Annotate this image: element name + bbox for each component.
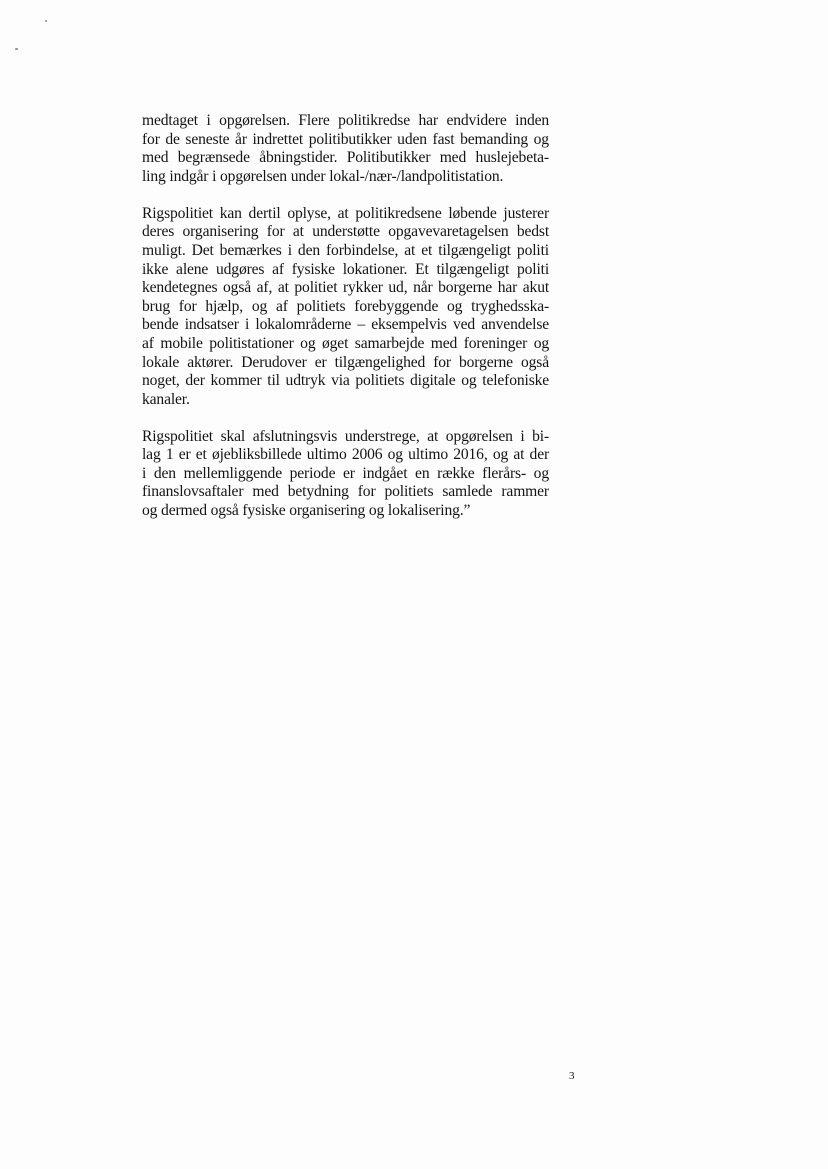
text-line: ikke alene udgøres af fysiske lokationer. Et tilgængeligt politi [142, 260, 550, 278]
text-line: Rigspolitiet skal afslutningsvis understrege, at opgørelsen i bi- [142, 427, 549, 445]
text-line: finanslovsaftaler med betydning for politiets samlede rammer [142, 483, 549, 501]
text-line: muligt. Det bemærkes i den forbindelse, at et tilgængeligt politi [142, 241, 549, 259]
paragraph-2 [142, 205, 549, 410]
text-line: af mobile politistationer og øget samarbejde med foreninger og [142, 334, 549, 352]
text-line: for de seneste år indrettet politibutikker uden fast bemanding og [142, 130, 549, 148]
text-line: lag 1 er et øjebliksbillede ultimo 2006 og ultimo 2016, og at der [142, 446, 550, 464]
paragraph-1 [142, 112, 549, 186]
text-line: Rigspolitiet kan dertil oplyse, at politikredsene løbende justerer [142, 204, 549, 222]
text-line: noget, der kommer til udtryk via politiets digitale og telefoniske [142, 372, 550, 390]
text-line: lokale aktører. Derudover er tilgængelighed for borgerne også [142, 353, 549, 371]
scan-speck [45, 20, 47, 22]
scan-speck [15, 48, 18, 50]
text-line: med begrænsede åbningstider. Politibutikker med huslejebeta- [142, 149, 549, 167]
text-line: bende indsatser i lokalområderne – eksempelvis ved anvendelse [142, 316, 550, 334]
text-line: kendetegnes også af, at politiet rykker ud, når borgerne har akut [142, 279, 550, 297]
text-line: deres organisering for at understøtte opgavevaretagelsen bedst [142, 223, 550, 241]
paragraph-3 [142, 428, 549, 521]
text-line: kanaler. [142, 390, 190, 408]
text-line: medtaget i opgørelsen. Flere politikredse har endvidere inden [142, 112, 550, 129]
document-body [142, 112, 549, 521]
text-line: i den mellemliggende periode er indgået en række flerårs- og [142, 464, 549, 482]
text-line: ling indgår i opgørelsen under lokal-/nær-/landpolitistation. [142, 167, 504, 185]
text-line: og dermed også fysiske organisering og lokalisering.” [142, 502, 471, 520]
text-line: brug for hjælp, og af politiets forebyggende og tryghedsska- [142, 297, 550, 315]
page-number: 3 [569, 1070, 575, 1082]
